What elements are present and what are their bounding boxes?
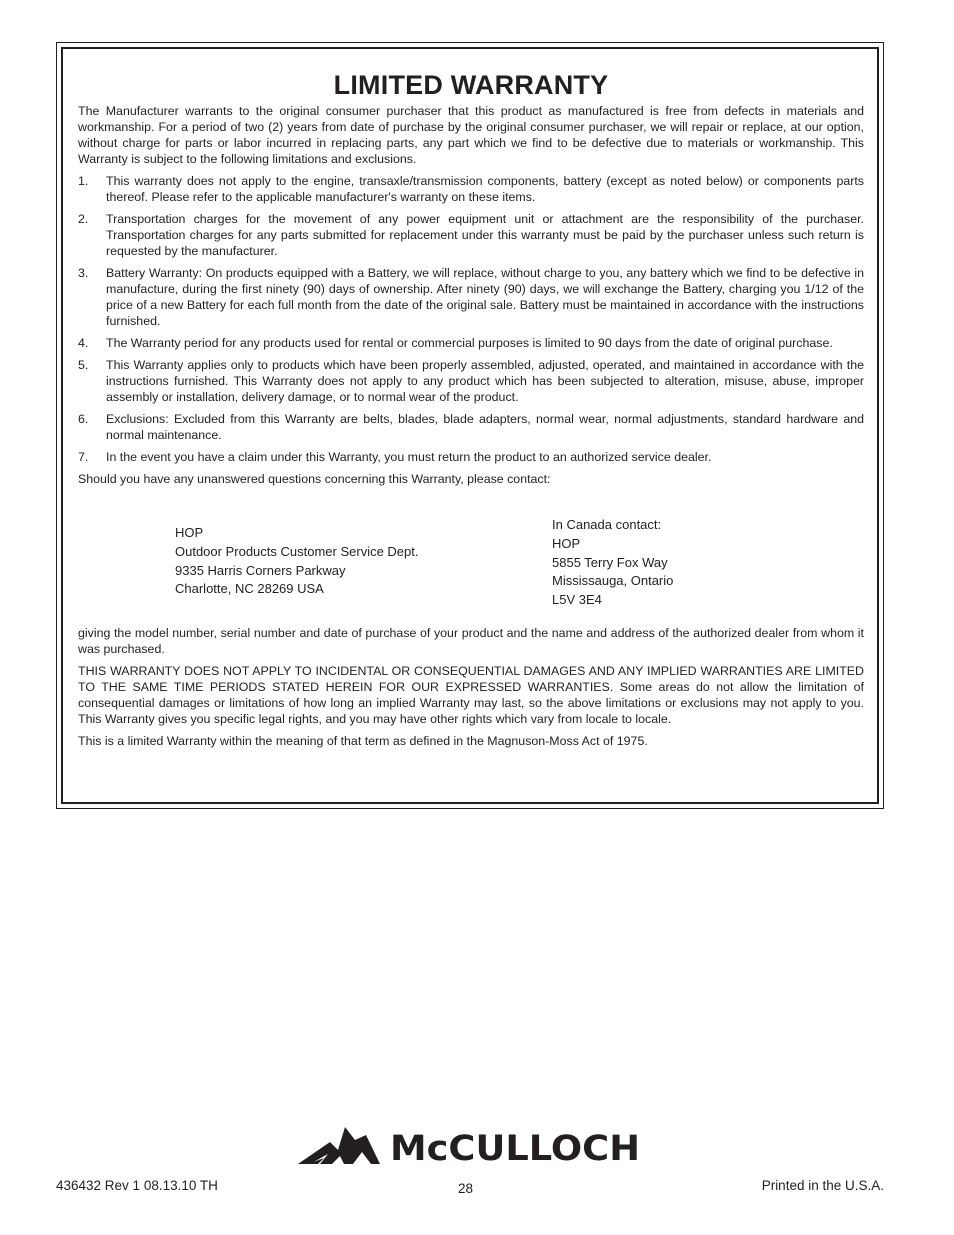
disclaimer-rest: Some areas do not allow the limitation of consequential damages or limitations of how long an implied Warranty may last, so the above limitations or exclusions may not apply to you. This Warranty gives you specific legal rights, and you may have other rights which vary from locale to locale. [78, 680, 864, 726]
disclaimer-caps: THIS WARRANTY DOES NOT APPLY TO INCIDENTAL OR CONSEQUENTIAL DAMAGES AND ANY IMPLIED WARRANTIES ARE LIMITED TO THE SAME TIME PERIODS STATED HEREIN FOR OUR EXPRESSED WARRANTIES. [78, 664, 864, 694]
document-number: 436432 Rev 1 08.13.10 TH [56, 1178, 218, 1193]
printed-in-note: Printed in the U.S.A. [761, 1178, 884, 1193]
list-item [78, 211, 864, 259]
mountain-emblem-icon [298, 1127, 380, 1164]
item-number: 3. [78, 266, 89, 280]
us-address-line: 9335 Harris Corners Parkway [175, 562, 346, 578]
list-item [78, 411, 864, 443]
page-title: LIMITED WARRANTY [333, 70, 609, 100]
item-text: Exclusions: Excluded from this Warranty are belts, blades, blade adapters, normal wear, normal adjustments, standard hardware and normal maintenance. [106, 412, 864, 442]
us-address-line: Charlotte, NC 28269 USA [175, 581, 324, 597]
list-item [78, 335, 864, 351]
logo-wordmark: McCULLOCH [390, 1129, 640, 1168]
item-number: 2. [78, 212, 89, 226]
closing-paragraph: This is a limited Warranty within the meaning of that term as defined in the Magnuson-Moss Act of 1975. [78, 734, 648, 748]
contact-intro: Should you have any unanswered questions concerning this Warranty, please contact: [78, 472, 551, 486]
canada-address-line: In Canada contact: [552, 517, 662, 532]
list-item [78, 173, 864, 205]
item-number: 1. [78, 174, 89, 188]
item-text: This warranty does not apply to the engine, transaxle/transmission components, battery (except as noted below) or components parts thereof. Please refer to the applicable manufacturer's warranty on these items. [106, 174, 864, 204]
item-text: The Warranty period for any products used for rental or commercial purposes is limited to 90 days from the date of original purchase. [106, 336, 833, 350]
canada-address-line: L5V 3E4 [552, 592, 602, 608]
warranty-content [78, 70, 864, 755]
item-number: 5. [78, 358, 89, 372]
page-number: 28 [458, 1181, 474, 1196]
item-text: This Warranty applies only to products which have been properly assembled, adjusted, operated, and maintained in accordance with the instructions furnished. This Warranty does not apply to any product which has been subjected to alteration, misuse, abuse, improper assembly or installation, delivery damage, or to normal wear of the product. [106, 358, 864, 404]
item-text: Battery Warranty: On products equipped with a Battery, we will replace, without charge to you, any battery which we find to be defective in manufacture, during the first ninety (90) days of ownership. After ninety (90) days, we will exchange the Battery, charging you 1/12 of the price of a new Battery for each full month from the date of the original sale. Battery must be maintained in accordance with the instructions furnished. [106, 266, 864, 328]
us-address-line: HOP [175, 525, 204, 540]
list-item [78, 449, 864, 465]
item-text: In the event you have a claim under this Warranty, you must return the product to an authorized service dealer. [106, 450, 712, 464]
us-address [175, 524, 419, 599]
us-address-line: Outdoor Products Customer Service Dept. [175, 543, 419, 559]
limitations-list [78, 173, 864, 465]
canada-address [552, 516, 673, 610]
contact-addresses [78, 495, 864, 625]
item-text: Transportation charges for the movement of any power equipment unit or attachment are the responsibility of the purchaser. Transportation charges for any parts submitted for replacement under this warranty must be paid by the purchaser unless such return is requested by the manufacturer. [106, 212, 864, 258]
list-item [78, 357, 864, 405]
canada-address-line: Mississauga, Ontario [552, 573, 674, 589]
mcculloch-logo [298, 1122, 643, 1168]
canada-address-line: HOP [552, 535, 581, 551]
disclaimer-paragraph [78, 663, 864, 727]
item-number: 6. [78, 412, 89, 426]
item-number: 4. [78, 336, 89, 350]
item-number: 7. [78, 450, 89, 464]
list-item [78, 265, 864, 329]
intro-paragraph: The Manufacturer warrants to the original consumer purchaser that this product as manufactured is free from defects in materials and workmanship. For a period of two (2) years from date of purchase by the original consumer purchaser, we will repair or replace, at our option, without charge for parts or labor incurred in replacing parts, any part which we find to be defective due to materials or workmanship. This Warranty is subject to the following limitations and exclusions. [78, 104, 864, 166]
giving-paragraph: giving the model number, serial number and date of purchase of your product and the name and address of the authorized dealer from whom it was purchased. [78, 626, 864, 656]
canada-address-line: 5855 Terry Fox Way [552, 554, 668, 570]
